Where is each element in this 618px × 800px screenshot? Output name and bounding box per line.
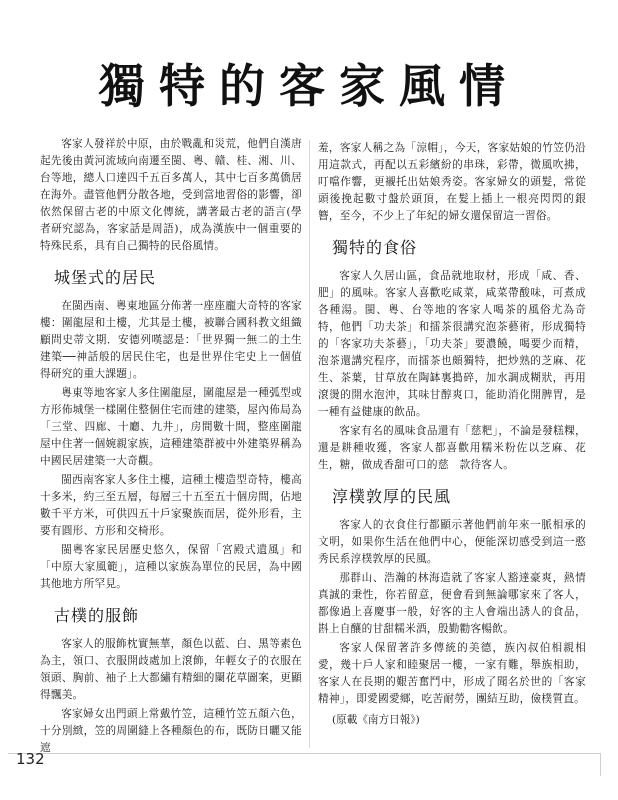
paragraph: 客家人的服飾枕實無華，顏色以藍、白、黑等素色為主，領口、衣服開歧處加上滾飾，年輕女子的衣服在領頭、胸前、袖子上大都繡有精細的闌花草圖案，更顯得飄美。 xyxy=(40,638,302,701)
intro-paragraph: 客家人發祥於中原，由於戰亂和災荒，他們自漢唐起先後由黃河流域向南遷至閩、粵、贛、桂、湘、川、台等地，總人口達四千五百多萬人，其中七百多萬僑居在海外。盡管他們分散各地，受到當地習俗的影響，卻依然保留古老的中原文化傳統，講著最古老的語言(學者研究認為，客家話是周語)，成為漢族中一個重要的特殊民系，具有自己獨特的民俗風情。 xyxy=(40,138,302,252)
paragraph: 客家人久居山區，食品就地取材，形成「咸、香、肥」的風味。客家人喜歡吃咸菜，咸菜帶酸味，可煮成各種湯。閩、粵、台等地的客家人喝茶的風俗尤為奇特，他們「功夫茶」和擂茶很講究泡茶藝術，形成獨特的「客家功夫茶藝」，「功夫茶」要濃饒，喝要少而精，泡茶還講究程序，而擂茶也頗獨特，把炒熟的芝麻、花生、茶葉，甘草放在陶缽裏搗碎，加水調成糊狀，再用滾燙的開水泡沖，其味甘醇爽口，能助消化開脾胃，是一種有益健康的飲品。 xyxy=(318,270,586,418)
section-heading-food: 獨特的食俗 xyxy=(332,238,418,257)
paragraph: 客家人保留著許多傳統的美德，族內叔伯相親相愛，幾十戶人家和睦聚居一樓，一家有難，舉族相助，客家人在長期的艱苦奮鬥中，形成了聞名於世的「客家精神」，即愛國愛鄉，吃苦耐勞，團結互助，儉樸質直。 xyxy=(318,642,586,705)
paragraph: 客家有名的風味食品還有「慈粑」，不論是發糕粿，還是耕種收獲，客家人都喜歡用糯米粉佐以芝麻、花生，糖，做成香甜可口的慈 款待客人。 xyxy=(318,425,586,471)
section-heading-costume: 古樸的服飾 xyxy=(54,606,140,625)
paragraph: 客家婦女出門頭上常戴竹笠，這種竹笠五顏六色，十分別緻，笠的周圍縫上各種顏色的布，既防日曬又能遮 xyxy=(40,708,302,754)
page-title: 獨特的客家風情 xyxy=(99,59,519,113)
source-note: (原載《南方日報》) xyxy=(332,714,420,726)
column-divider xyxy=(309,140,310,748)
section-heading-customs: 淳樸敦厚的民風 xyxy=(332,487,452,506)
paragraph: 那群山、浩瀚的林海造就了客家人豁達豪爽，熱情真誠的秉性，你若留意，便會看到無論哪家來了客人，都像過上喜慶事一般，好客的主人會端出誘人的食品，斟上自釀的甘甜糯米酒，殷勤勸客暢飲。 xyxy=(318,572,586,635)
section-heading-dwellings: 城堡式的居民 xyxy=(54,268,157,287)
paragraph: 閩西南客家人多住土樓，這種土樓造型奇特，樓高十多米，約三至五層，每層三十五至五十個房間，佔地數千平方米，可供四五十戶家聚族而居，從外形看，主要有圓形、方形和交椅形。 xyxy=(40,474,302,537)
left-column xyxy=(40,136,302,759)
page-number: 132 xyxy=(16,750,45,768)
paragraph: 在閩西南、粵東地區分佈著一座座龐大奇特的客家樓：圍龍屋和土樓，尤其是土樓，被聯合國科教文組織顧問史蒂文期．安德列嘆認是：「世界獨一無二的土生建築──神話般的居民住宅，也是世界住宅史上一個值得研究的重大課題」。 xyxy=(40,300,302,380)
continuation-paragraph: 羞，客家人稱之為「涼帽」，今天，客家姑娘的竹笠仍沿用這款式，再配以五彩繽紛的串珠，彩帶，微風吹拂，叮噹作響，更襯托出姑娘秀姿。客家婦女的頭髮，常從頭後挽起數寸盤於頭頂，在髮上插上一根亮閃閃的銀簪，至今，不少上了年紀的婦女還保留這一習俗。 xyxy=(318,142,586,222)
paragraph: 客家人的衣食住行都顯示著他們前年來一脈相承的文明，如果你生活在他們中心，便能深切感受到這一憨秀民系淳樸敦厚的民風。 xyxy=(318,519,586,565)
right-column xyxy=(318,140,586,729)
paragraph: 粵東等地客家人多住圍龍屋，圍龍屋是一種弧型或方形佈城堡一樣圍住整個住宅而建的建築，屋內佈局為「三堂、四廊、十廳、九井」，房間數十間，整座圍龍屋中住著一個婉親家族，這種建築群被中外建築界稱為中國民居建築一大奇觀。 xyxy=(40,387,302,467)
page-border xyxy=(8,753,601,776)
paragraph: 閩粵客家民居歷史悠久，保留「宮殿式遺風」和「中原大家風範」，這種以家族為單位的民居，為中國其他地方所罕見。 xyxy=(40,544,302,590)
